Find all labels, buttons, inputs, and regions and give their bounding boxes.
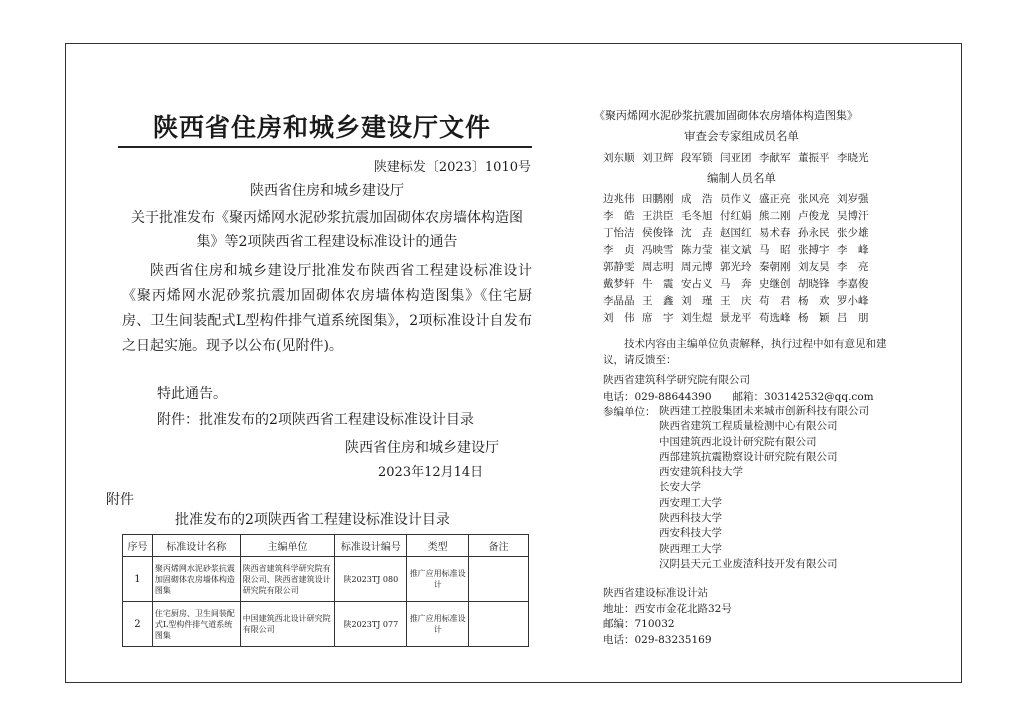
editor-name: 李 皓 [603,210,635,222]
editor-name: 员作义 [720,193,752,205]
editor-name: 戴梦轩 [603,278,635,290]
annex-title: 批准发布的2项陕西省工程建设标准设计目录 [175,512,450,528]
editor-name: 王 鑫 [642,295,674,307]
station-phone: 电话：029-83235169 [603,634,712,646]
editor-name: 卢俊龙 [798,210,830,222]
chief-unit: 陕西省建筑科学研究院有限公司 [603,374,750,386]
editor-name: 盛正亮 [759,193,791,205]
participant-unit: 中国建筑西北设计研究院有限公司 [659,435,817,448]
standard-name: 聚丙烯网水泥砂浆抗震加固砌体农房墙体构造图集 [152,557,240,602]
expert-name: 刘东顺 [603,152,635,164]
signature-organization: 陕西省住房和城乡建设厅 [345,440,499,456]
station-name: 陕西省建设标准设计站 [603,587,708,599]
table-header-row [123,535,529,557]
editor-name: 熊二刚 [759,210,791,222]
editor-name: 田鹏刚 [642,193,674,205]
editor-name: 史继创 [759,278,791,290]
editor-name: 成 浩 [681,193,713,205]
participant-units [659,404,869,572]
notice-body: 陕西省住房和城乡建设厅批准发布陕西省工程建设标准设计《聚丙烯网水泥砂浆抗震加固砌体农房墙体构造图集》《住宅厨房、卫生间装配式L型构件排气道系统图集》，2项标准设计自发布之日起实施。现予以公布(见附件)。 [122,263,532,354]
participant-unit: 陕西建工控股集团未来城市创新科技有限公司 [659,405,869,417]
expert-name: 李晓光 [837,152,869,164]
editor-name: 周元博 [681,261,713,273]
standard-name: 住宅厨房、卫生间装配式L型构件排气道系统图集 [152,602,240,647]
editor-name: 马 奔 [720,278,752,290]
editor-name: 王 庆 [720,295,752,307]
editor-name: 冯映雪 [642,244,674,256]
expert-name: 闫亚团 [720,152,752,164]
expert-name: 李献军 [759,152,791,164]
editor-name: 陈力莹 [681,244,713,256]
editor-name: 李 贞 [603,244,635,256]
table-row [123,557,529,602]
editor-name: 杨 颖 [798,312,830,324]
participant-unit: 西部建筑抗震勘察设计研究院有限公司 [659,450,838,463]
editor-name: 杨 欢 [798,295,830,307]
technical-note: 技术内容由主编单位负责解释，执行过程中如有意见和建议，请反馈至： [603,338,887,366]
header-cell: 主编单位 [240,535,335,557]
editor-name: 李嘉俊 [837,278,869,290]
row-number: 2 [123,602,153,647]
editor-name: 张风亮 [798,193,830,205]
header-cell: 备注 [469,535,529,557]
header-cell: 标准设计名称 [152,535,240,557]
participant-unit: 陕西理工大学 [659,542,722,555]
signature-date: 2023年12月14日 [378,465,484,480]
editor-name: 毛冬旭 [681,210,713,222]
editor-name: 安占义 [681,278,713,290]
expert-name: 段军锁 [681,152,713,164]
participant-unit: 汉阴县天元工业废渣科技开发有限公司 [659,557,838,570]
attachment-line: 附件：批准发布的2项陕西省工程建设标准设计目录 [157,412,474,428]
header-cell: 序号 [123,535,153,557]
experts-heading: 审查会专家组成员名单 [684,129,799,143]
editor-name: 席 宇 [642,312,674,324]
atlas-title: 《聚丙烯网水泥砂浆抗震加固砌体农房墙体构造图集》 [594,109,858,122]
remarks [469,557,529,602]
editor-name: 秦朝刚 [759,261,791,273]
issuer: 陕西省住房和城乡建设厅 [250,183,404,199]
editors-heading: 编制人员名单 [707,171,776,185]
editor-name: 胡晓锋 [798,278,830,290]
chief-editor-unit: 中国建筑西北设计研究院有限公司 [240,602,335,647]
expert-name: 董振平 [798,152,830,164]
standard-type: 推广应用标准设计 [407,557,469,602]
participant-unit: 长安大学 [659,481,701,494]
editor-name: 李 亮 [837,261,869,273]
editor-name: 郭静雯 [603,261,635,273]
editor-name: 李晶晶 [603,295,635,307]
editor-name: 李 峰 [837,244,869,256]
editor-name: 赵国红 [720,227,752,239]
editor-name: 付红娟 [720,210,752,222]
row-number: 1 [123,557,153,602]
notice-closing: 特此通告。 [157,386,227,402]
editor-name: 刘 伟 [603,312,635,324]
expert-name: 刘卫辉 [642,152,674,164]
participant-unit: 陕西省建筑工程质量检测中心有限公司 [659,420,838,433]
editor-name: 吴博汗 [837,210,869,222]
editor-name: 刘 瑾 [681,295,713,307]
editor-name: 苟 君 [759,295,791,307]
notice-subject: 关于批准发布《聚丙烯网水泥砂浆抗震加固砌体农房墙体构造图集》等2项陕西省工程建设标准设计的通告 [131,210,523,250]
title-divider [118,146,532,148]
standard-type: 推广应用标准设计 [407,602,469,647]
editor-name: 周志明 [642,261,674,273]
editor-name: 刘岁强 [837,193,869,205]
participant-unit: 西安科技大学 [659,527,722,540]
standards-table [122,534,529,647]
editor-name: 郭光玲 [720,261,752,273]
editor-name: 景龙平 [720,312,752,324]
editor-name: 易术春 [759,227,791,239]
editor-name: 马 昭 [759,244,791,256]
editor-name: 王洪臣 [642,210,674,222]
editor-name: 崔文斌 [720,244,752,256]
header-cell: 标准设计编号 [335,535,407,557]
participant-unit: 西安建筑科技大学 [659,466,743,479]
editor-name: 边兆伟 [603,193,635,205]
participants-label: 参编单位： [603,406,656,418]
editor-name: 侯俊锋 [642,227,674,239]
table-row [123,602,529,647]
editor-name: 丁怡洁 [603,227,635,239]
editor-name: 苟选峰 [759,312,791,324]
annex-label: 附件 [106,492,134,508]
editor-name: 刘友昊 [798,261,830,273]
participant-unit: 西安理工大学 [659,496,722,509]
editor-name: 吕 朋 [837,312,869,324]
document-number: 陕建标发〔2023〕1010号 [373,160,531,175]
editor-name: 孙永民 [798,227,830,239]
experts-list [603,150,876,167]
station-address: 地址：西安市金花北路32号 [603,603,732,615]
editor-name: 张少雄 [837,227,869,239]
standard-code: 陕2023TJ 080 [335,557,407,602]
document-title: 陕西省住房和城乡建设厅文件 [153,113,492,142]
standard-code: 陕2023TJ 077 [335,602,407,647]
editor-name: 牛 震 [642,278,674,290]
header-cell: 类型 [407,535,469,557]
editors-list [603,191,876,327]
editor-name: 沈 垚 [681,227,713,239]
contact-line: 电话：029-88644390 邮箱：303142532@qq.com [603,391,874,403]
editor-name: 张搏宇 [798,244,830,256]
editor-name: 刘生煜 [681,312,713,324]
chief-editor-unit: 陕西省建筑科学研究院有限公司、陕西省建筑设计研究院有限公司 [240,557,335,602]
remarks [469,602,529,647]
editor-name: 罗小峰 [837,295,869,307]
participant-unit: 陕西科技大学 [659,512,722,525]
station-postcode: 邮编：710032 [603,618,675,630]
